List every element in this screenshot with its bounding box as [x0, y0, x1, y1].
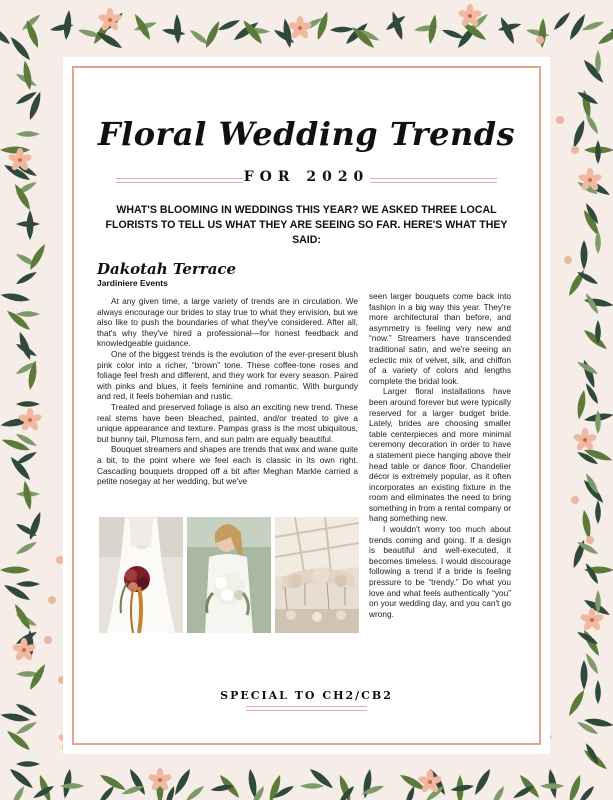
bride-bouquet-photo-1: [99, 517, 183, 633]
leaf-icon: [567, 12, 588, 41]
blossom-icon: [573, 428, 598, 452]
berry-icon: [48, 596, 56, 604]
leaf-icon: [0, 567, 30, 574]
leaf-icon: [581, 58, 606, 85]
berry-icon: [536, 36, 544, 44]
page-title: Floral Wedding Trends: [97, 115, 516, 153]
leaf-icon: [172, 767, 193, 796]
leaf-icon: [490, 785, 507, 800]
leaf-icon: [27, 210, 34, 240]
intro-text: WHAT'S BLOOMING IN WEDDINGS THIS YEAR? WE ASKED THREE LOCAL FLORISTS TO TELL US WHAT THEY ARE SEEING SO FAR. HERE'S WHAT THEY SAID:: [105, 204, 508, 246]
article-card: [63, 57, 550, 754]
footer-rule-2: [246, 710, 367, 711]
title-rule-right: [370, 178, 497, 179]
title-rule-right-2: [370, 182, 497, 183]
leaf-icon: [217, 18, 241, 33]
leaf-icon: [576, 630, 600, 647]
leaf-icon: [581, 660, 588, 690]
paragraph: Larger floral installations have been around forever but were typically reserved for a larger budget bride. Lately, brides are choosing smaller table centerpieces and more minimal ceremony decoration in order to have a statement piece hanging above their head table or dance floor. Chandelier décor is extremely popular, as it often incorporates an existing fixture in the room and eliminates the need to bring something in from a rental company or hang something new.: [369, 386, 511, 524]
footer-rule: [246, 706, 367, 707]
leaf-icon: [16, 401, 40, 407]
paragraph: I wouldn't worry too much about trends coming and going. If a design is beautiful and well-executed, it becomes timeless. I would discourage following a trend if a bride is feeling pressure to be “trendy.” Do what you love and what feels authentically “you” on your wedding day, and you can't go wrong.: [369, 524, 511, 619]
leaf-icon: [16, 311, 40, 317]
paragraph: Treated and preserved foliage is also an exciting new trend. These real stems have been bleached, painted, and/or treated to give a unique appearance and texture. Pampas grass is the most ubiquitous, but bunny tail, Plumosa fern, and sun palm are equally beautiful.: [97, 401, 358, 444]
leaf-icon: [595, 140, 601, 164]
leaf-icon: [581, 240, 588, 270]
berry-icon: [564, 256, 572, 264]
bride-bouquet-photo-2: [187, 517, 271, 633]
berry-icon: [571, 496, 579, 504]
leaf-icon: [595, 500, 601, 524]
berry-icon: [44, 636, 52, 644]
leaf-icon: [498, 16, 517, 46]
leaf-icon: [16, 581, 40, 587]
leaf-icon: [15, 720, 39, 737]
author-name: Dakotah Terrace: [97, 260, 237, 278]
berry-icon: [571, 146, 579, 154]
leaf-icon: [540, 783, 564, 789]
leaf-icon: [8, 35, 33, 62]
paragraph: One of the biggest trends is the evolution of the ever-present blush pink color into a richer, “brown” tone. These coffee-tone roses and foliage feel fresh and different, and they work for every season. Paired with pinks and blues, it feels feminine and romantic. With burgundy and red, it feels bohemian and rustic.: [97, 348, 358, 402]
leaf-icon: [361, 768, 373, 799]
footer-credit: SPECIAL TO CH2/CB2: [220, 689, 393, 702]
leaf-icon: [27, 662, 48, 691]
leaf-icon: [576, 784, 596, 800]
leaf-icon: [330, 26, 354, 32]
leaf-icon: [8, 766, 35, 791]
leaf-icon: [173, 14, 181, 44]
leaf-icon: [16, 761, 40, 767]
leaf-icon: [300, 783, 324, 789]
leaf-icon: [15, 540, 39, 557]
leaf-icon: [27, 242, 48, 271]
leaf-icon: [0, 291, 31, 303]
leaf-icon: [566, 774, 583, 800]
leaf-icon: [0, 147, 30, 154]
paragraph: seen larger bouquets come back into fashion in a big way this year. They're more architectural than before, and asymmetry is feeling very new and “now.” Streamers have transcended traditional satin, and we're seeing an eclectic mix of velvet, silk, and chiffon of a variety of colors and lengths complete the bridal look.: [369, 291, 511, 386]
berry-icon: [586, 536, 594, 544]
leaf-icon: [96, 784, 116, 800]
leaf-icon: [10, 785, 27, 800]
leaf-icon: [596, 25, 613, 47]
leaf-icon: [12, 602, 33, 631]
leaf-icon: [595, 410, 601, 434]
leaf-icon: [21, 60, 33, 91]
leaf-icon: [575, 389, 587, 420]
leaf-icon: [566, 268, 587, 297]
leaf-icon: [595, 680, 601, 704]
leaf-icon: [552, 10, 572, 32]
leaf-icon: [203, 20, 222, 50]
leaf-icon: [581, 509, 593, 540]
leaf-icon: [315, 10, 331, 41]
floral-installation-photo: [275, 517, 359, 633]
leaf-icon: [584, 112, 601, 136]
paragraph: Bouquet streamers and shapes are trends that wax and wane quite a bit, to the point where we feel each is classic in its own right. Cascading bouquets dropped off a bit after Meghan Markle carried a petite nosegay at her wedding, but we've: [97, 444, 358, 487]
leaf-icon: [472, 767, 493, 796]
leaf-icon: [570, 119, 587, 150]
author-company: Jardiniere Events: [97, 278, 168, 288]
page-subtitle: FOR 2020: [243, 169, 370, 185]
leaf-icon: [15, 270, 39, 287]
leaf-icon: [584, 562, 601, 586]
leaf-icon: [403, 785, 416, 800]
leaf-icon: [581, 19, 605, 32]
blossom-icon: [18, 408, 43, 432]
leaf-icon: [27, 511, 44, 542]
leaf-icon: [98, 772, 127, 793]
leaf-icon: [0, 711, 31, 723]
leaf-icon: [162, 27, 187, 37]
leaf-icon: [581, 628, 602, 657]
leaf-icon: [184, 784, 206, 800]
leaf-icon: [0, 22, 12, 47]
berry-icon: [556, 116, 564, 124]
article-column-2: [369, 291, 511, 619]
article-column-1: [97, 296, 358, 487]
paragraph: At any given time, a large variety of trends are in circulation. We always encourage our brides to stay true to what they envision, but we also like to push the boundaries of what they've considered. After all, that's why they've hired a professional—for honest feedback and knowledgeable guidance.: [97, 296, 358, 349]
leaf-icon: [566, 688, 587, 717]
leaf-icon: [16, 131, 40, 137]
